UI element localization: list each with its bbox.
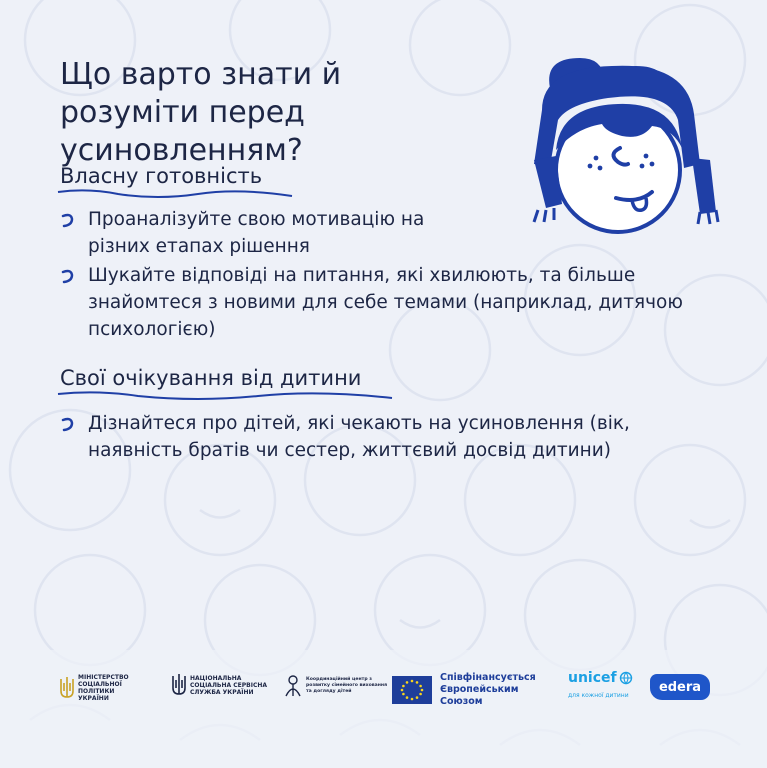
bullet-hook-icon: [60, 208, 76, 230]
eu-caption: Співфінансується Європейським Союзом: [440, 672, 536, 707]
partner-logos: [0, 660, 767, 720]
list-item-text: Шукайте відповіді на питання, які хвилюють, та більше знайомтеся з новими для себе темами (наприклад, дитячою психологією): [88, 265, 683, 340]
list-item: [60, 262, 720, 343]
section-heading-readiness: Власну готовність: [60, 164, 263, 188]
unicef-logo: [568, 670, 633, 699]
ministry-name: МІНІСТЕРСТВО СОЦІАЛЬНОЇ ПОЛІТИКИ УКРАЇНИ: [78, 674, 129, 702]
tryzub-emblem: [172, 674, 186, 696]
unicef-globe-icon: [619, 671, 633, 685]
eu-logo: [392, 672, 560, 708]
edera-badge: edera: [650, 674, 710, 700]
service-name: НАЦІОНАЛЬНА СОЦІАЛЬНА СЕРВІСНА СЛУЖБА УКРАЇНИ: [190, 674, 268, 696]
bullet-hook-icon: [60, 412, 76, 434]
heading-underline: [56, 386, 396, 400]
center-logo: [284, 674, 388, 698]
section-heading-expectations: Свої очікування від дитини: [60, 366, 362, 390]
unicef-wordmark: unicef: [568, 670, 617, 686]
edera-logo: [650, 674, 710, 700]
center-emblem-icon: [284, 674, 302, 698]
ministry-logo: [60, 674, 144, 702]
heading-underline: [56, 184, 296, 198]
tryzub-emblem: [60, 677, 74, 699]
center-name: Координаційний центр з розвитку сімейного виховання та догляду дітей: [306, 677, 388, 694]
list-item-text: Проаналізуйте свою мотивацію на різних етапах рішення: [88, 209, 425, 257]
unicef-tagline: для кожної дитини: [568, 692, 629, 699]
page-title: Що варто знати й розуміти перед усиновленням?: [60, 57, 342, 168]
bullet-hook-icon: [60, 264, 76, 286]
list-item: [60, 206, 720, 260]
service-logo: [172, 674, 272, 696]
list-item: [60, 410, 720, 464]
list-item-text: Дізнайтеся про дітей, які чекають на усиновлення (вік, наявність братів чи сестер, життєвий досвід дитини): [88, 413, 630, 461]
eu-flag-icon: [392, 676, 432, 704]
